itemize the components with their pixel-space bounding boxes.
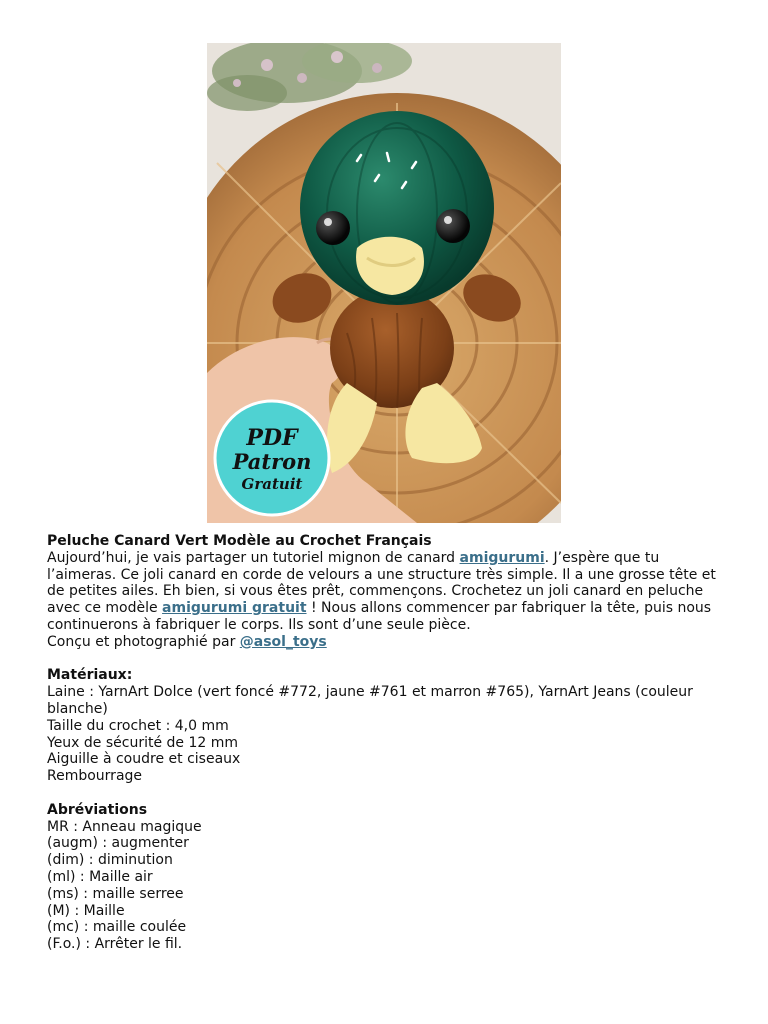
badge-line-2: Patron — [232, 449, 312, 474]
intro-text-1: Aujourd’hui, je vais partager un tutoriel mignon de canard — [47, 549, 460, 566]
materials-item: Taille du crochet : 4,0 mm — [47, 717, 229, 734]
abbreviations-heading: Abréviations — [47, 801, 148, 818]
abbreviation-item: (dim) : diminution — [47, 852, 173, 869]
intro-text-3: ! Nous allons commencer par fabriquer la tête, puis nous continuerons à fabriquer le corps. Ils sont d’une seule pièce. — [47, 600, 712, 633]
right-eye — [436, 209, 470, 243]
credit-text: Conçu et photographié par — [47, 633, 240, 650]
abbreviation-item: (F.o.) : Arrêter le fil. — [47, 936, 183, 953]
materials-heading: Matériaux: — [47, 667, 133, 684]
abbreviation-item: (mc) : maille coulée — [47, 919, 187, 936]
article-title: Peluche Canard Vert Modèle au Crochet Français — [47, 533, 432, 549]
materials-item: Laine : YarnArt Dolce (vert foncé #772, jaune #761 et marron #765), YarnArt Jeans (couleur blanche) — [47, 684, 693, 717]
free-pattern-link[interactable]: amigurumi gratuit — [162, 600, 307, 617]
abbreviation-item: (augm) : augmenter — [47, 835, 189, 852]
author-link[interactable]: @asol_toys — [239, 633, 327, 650]
materials-item: Rembourrage — [47, 768, 143, 785]
materials-item: Aiguille à coudre et ciseaux — [47, 751, 241, 768]
spacer — [47, 651, 727, 668]
spacer — [47, 785, 727, 802]
pdf-badge — [215, 401, 329, 515]
abbreviation-item: MR : Anneau magique — [47, 818, 202, 835]
credit-line — [47, 634, 727, 651]
materials-item: Yeux de sécurité de 12 mm — [47, 734, 239, 751]
intro-paragraph — [47, 550, 727, 634]
abbreviation-item: (ml) : Maille air — [47, 868, 153, 885]
article-body — [47, 533, 727, 953]
badge-line-3: Gratuit — [241, 475, 303, 493]
left-eye — [316, 211, 350, 245]
abbreviation-item: (ms) : maille serree — [47, 885, 184, 902]
abbreviation-item: (M) : Maille — [47, 902, 125, 919]
amigurumi-link[interactable]: amigurumi — [459, 549, 545, 566]
duck-photo — [207, 43, 561, 523]
intro-text-2: . J’espère que tu l’aimeras. Ce joli canard en corde de velours a une structure très simple. Il a une grosse tête et de petites ailes. Eh bien, si vous êtes prêt, commençons. Crochetez un joli canard en peluche avec ce modèle — [47, 549, 716, 617]
abbreviations-list — [47, 819, 727, 953]
badge-line-1: PDF — [246, 425, 298, 451]
materials-list — [47, 684, 727, 785]
